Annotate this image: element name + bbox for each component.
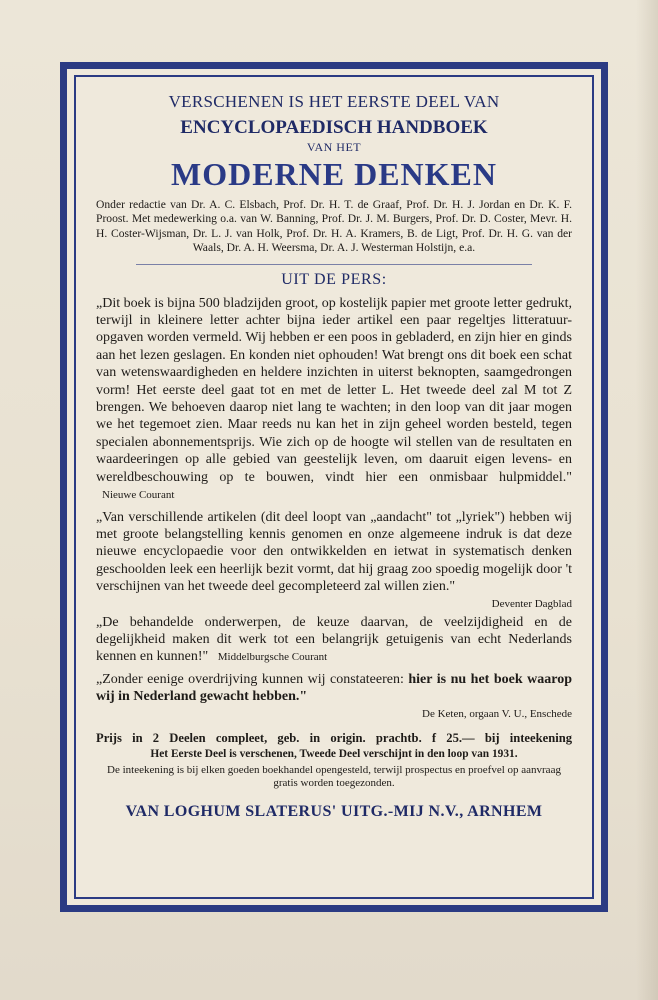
press-heading: UIT DE PERS: <box>281 270 387 288</box>
price-line: Prijs in 2 Deelen compleet, geb. in origin. prachtb. f 25.— bij inteekening <box>96 730 572 745</box>
press-quote-1 <box>96 295 572 505</box>
main-title: MODERNE DENKEN <box>170 156 497 192</box>
header-line-2: ENCYCLOPAEDISCH HANDBOEK <box>180 117 488 138</box>
quote-source: Deventer Dagblad <box>491 597 572 610</box>
publisher-line: VAN LOGHUM SLATERUS' UITG.-MIJ N.V., ARNHEM <box>125 802 543 820</box>
quote-text: „Zonder eenige overdrijving kunnen wij constateeren: <box>96 671 409 687</box>
quote-text: „Dit boek is bijna 500 bladzijden groot, op kostelijk papier met groote letter gedrukt, terwijl in kleinere letter achter bijna ieder artikel een paar regeltjes litteratuur-opgaven worden vermeld. Wij hebben er een poos in gebladerd, en zijn hier en ginds aan het lezen geslagen. En konden niet ophouden! Wat brengt ons dit boek een schat van wetenswaardigheden en heldere inzichten in uiterst beknopten, saamgedrongen vorm! Het eerste deel gaat tot en met de letter L. Het tweede deel zal M tot Z brengen. We behoeven daarop niet lang te wachten; in den loop van dit jaar mogen we het tegemoet zien. Maar reeds nu kan het in zijn geheel worden besteld, tegen specialen abonnementsprijs. Wie zich op de hoogte wil stellen van de resultaten en waardeeringen op alle gebied van geestelijk leven, om daaruit eigen levens- en wereldbeschouwing op te bouwen, vindt hier een onmisbaar hulpmiddel." <box>96 295 572 485</box>
editors-paragraph: Onder redactie van Dr. A. C. Elsbach, Prof. Dr. H. T. de Graaf, Prof. Dr. H. J. Jordan en Dr. K. F. Proost. Met medewerking o.a. van W. Banning, Prof. Dr. J. M. Burgers, Prof. Dr. D. Coster, Mevr. H. H. Coster-Wijsman, Dr. L. J. van Holk, Prof. Dr. H. A. Kramers, B. de Ligt, Prof. Dr. H. G. van der Waals, Dr. A. H. Weersma, Dr. A. J. Westerman Holstijn, e.a. <box>96 198 572 255</box>
advertisement-content <box>96 88 572 821</box>
press-quote-2 <box>96 509 572 596</box>
quote-text: „Van verschillende artikelen (dit deel loopt van „aandacht" tot „lyriek") hebben wij met groote belangstelling kennis genomen en onze algemeene indruk is dat deze nieuwe encyclopaedie voor den ontwikkelden en ietwat in systematisch denken geschoolden leek een heerlijk bezit vormt, dat hij graag zoo spoedig mogelijk door 't verschijnen van het tweede deel gecompleteerd zal willen zien." <box>96 509 572 595</box>
press-quote-4 <box>96 671 572 706</box>
header-line-3: VAN HET <box>306 140 362 154</box>
availability-notice: Het Eerste Deel is verschenen, Tweede Deel verschijnt in den loop van 1931. <box>150 747 518 760</box>
press-quote-3 <box>96 614 572 667</box>
header-line-1: VERSCHENEN IS HET EERSTE DEEL VAN <box>168 92 500 111</box>
quote-source: Nieuwe Courant <box>102 489 175 502</box>
subscription-note: De inteekening is bij elken goeden boekhandel opengesteld, terwijl prospectus en proefvel op aanvraag gratis worden toegezonden. <box>107 763 561 790</box>
quote-text-bold: hier is nu het boek waarop wij in Nederland gewacht hebben." <box>96 671 572 705</box>
section-divider <box>136 264 532 265</box>
paper-edge-shadow <box>636 0 658 1000</box>
quote-text: „De behandelde onderwerpen, de keuze daarvan, de veelzijdigheid en de degelijkheid maken dit werk tot een belangrijk getuigenis van echt Nederlands kennen en kunnen!" <box>96 614 572 665</box>
quote-source: De Keten, orgaan V. U., Enschede <box>422 707 572 720</box>
quote-source: Middelburgsche Courant <box>217 651 328 664</box>
